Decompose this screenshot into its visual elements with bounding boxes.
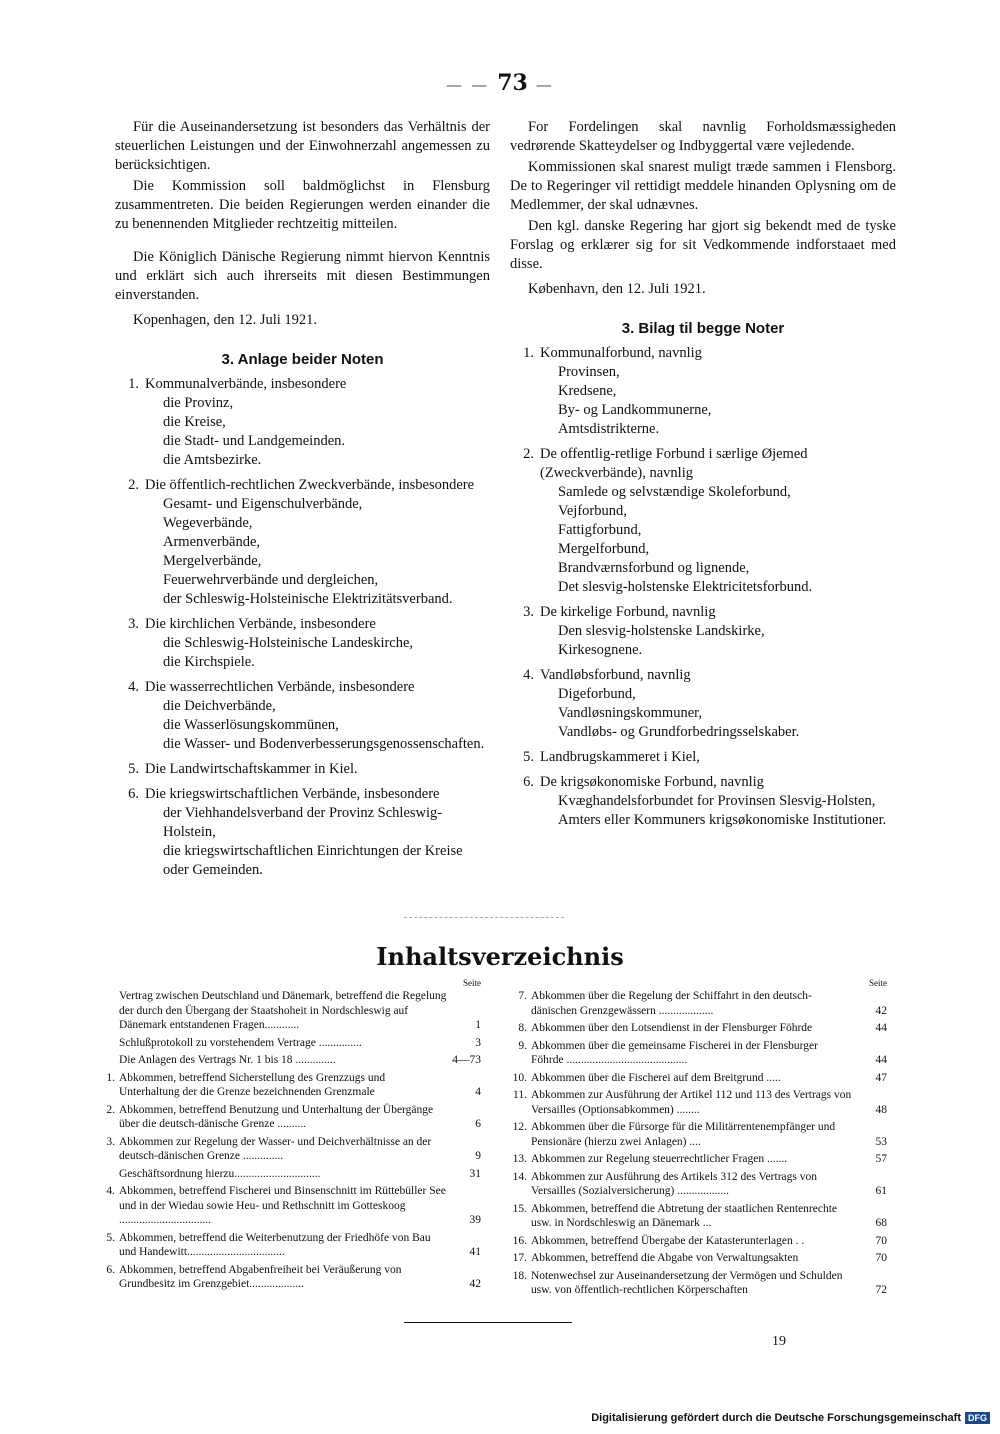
item-subentry: Amtsdistrikterne. [558,421,660,437]
item-number: 1. [128,376,139,392]
danish-paragraph: Den kgl. danske Regering har gjort sig bekendt med de tyske Forslag og erklærer sig for sit Vedkommende indforstaaet med disse. [510,218,896,272]
toc-entry-number [93,1053,119,1068]
toc-entry-number: 2. [106,1103,115,1116]
danish-paragraph: For Fordelingen skal navnlig Forholdsmæssigheden vedrørende Skatteydelser og Indbyggertal være vejledende. [510,119,896,154]
toc-entry-text: Geschäftsordnung hierzu.............................. [119,1167,321,1180]
footer-rule [404,1322,572,1323]
item-subentry: Kirkesognene. [558,642,643,658]
toc-entry-number: 11. [513,1089,527,1101]
toc-entry [93,1103,481,1132]
toc-entry [505,1234,887,1249]
item-subentry: die Wasser- und Bodenverbesserungsgenossenschaften. [163,736,485,752]
toc-entry [505,1170,887,1199]
toc-entry-text: Abkommen, betreffend Benutzung und Unterhaltung der Übergänge über die deutsch-dänische Grenze .......... [119,1103,434,1130]
toc-entry [93,1071,481,1100]
toc-entry-text: Abkommen, betreffend Sicherstellung des Grenzzugs und Unterhaltung der die Grenze bezeichnenden Grenzmale [119,1071,386,1098]
toc-entry [93,1167,481,1182]
toc-entry-page: 41 [469,1246,481,1258]
danish-paragraph: Kommissionen skal snarest muligt træde sammen i Flensborg. De to Regeringer vil rettidigt meddele hinanden Oplysning om de Medlemmer, der skal udnævnes. [510,159,896,213]
toc-entry-page: 70 [875,1252,887,1264]
toc-left-column [93,978,481,1295]
german-date: Kopenhagen, den 12. Juli 1921. [133,312,318,328]
item-lead: Die kriegswirtschaftlichen Verbände, insbesondere [145,786,440,802]
toc-entry-page: 53 [875,1135,887,1148]
toc-entry-page: 1 [475,1019,481,1031]
item-number: 6. [128,786,139,802]
item-subentry: Mergelforbund, [558,541,650,557]
toc-entry-text: Abkommen, betreffend Abgabenfreiheit bei Veräußerung von Grundbesitz im Grenzgebiet................... [119,1263,402,1290]
danish-column [510,118,896,836]
item-subentry: die Amtsbezirke. [163,452,262,468]
list-item [115,678,490,754]
seite-label: Seite [869,978,887,988]
toc-entry [93,1231,481,1260]
toc-entry-text: Vertrag zwischen Deutschland und Dänemark, betreffend die Regelung der durch den Übergang der Staatshoheit in Nordschleswig auf Dänemark entstandenen Fragen............ [119,990,447,1031]
item-subentry: Provinsen, [558,364,620,380]
toc-entry-number [93,1167,119,1182]
toc-entry-number: 17. [512,1252,527,1264]
list-item [510,603,896,660]
item-subentry: Kredsene, [558,383,617,399]
item-subentry: der Schleswig-Holsteinische Elektrizitätsverband. [163,591,453,607]
item-lead: Vandløbsforbund, navnlig [540,667,691,683]
toc-entry-text: Abkommen, betreffend die Weiterbenutzung der Friedhöfe von Bau und Handewitt.................................. [119,1231,431,1258]
toc-entry-text: Schlußprotokoll zu vorstehendem Vertrage ............... [119,1036,362,1049]
toc-entry-text: Abkommen zur Regelung steuerrechtlicher Fragen ....... [531,1153,788,1165]
toc-entry-number: 4. [106,1185,115,1197]
dfg-logo: DFG [965,1412,990,1424]
toc-entry-page: 39 [469,1214,481,1226]
item-subentry: Fattigforbund, [558,522,642,538]
item-subentry: Samlede og selvstændige Skoleforbund, [558,484,791,500]
toc-entry [505,1251,887,1266]
toc-entry-page: 4—73 [452,1054,481,1066]
item-lead: De krigsøkonomiske Forbund, navnlig [540,774,764,790]
toc-entry [93,1263,481,1292]
item-subentry: Den slesvig-holstenske Landskirke, [558,623,765,639]
toc-entry-page: 42 [875,1004,887,1017]
toc-entry-number: 9. [518,1039,527,1052]
toc-entry [505,1071,887,1086]
german-paragraph: Für die Auseinandersetzung ist besonders das Verhältnis der steuerlichen Leistungen und der Einwohnerzahl angemessen zu berücksichtigen. [115,119,490,173]
seite-label: Seite [463,978,481,988]
toc-entry-page: 31 [469,1167,481,1180]
item-subentry: die Kreise, [163,414,226,430]
item-number: 3. [128,616,139,632]
toc-entry-number: 15. [512,1202,527,1215]
toc-entry-page: 47 [875,1071,887,1084]
page-number-value: 73 [497,70,528,96]
toc-entry-number: 18. [512,1269,527,1282]
toc-entry-number: 7. [518,990,527,1002]
toc-entry-number [93,1036,119,1051]
item-subentry: die Wasserlösungskommünen, [163,717,339,733]
toc-entry-number: 13. [512,1153,527,1165]
toc-entry [505,1202,887,1231]
german-column [115,118,490,886]
toc-entry-text: Abkommen über die Fischerei auf dem Breitgrund ..... [531,1071,781,1084]
item-lead: Kommunalforbund, navnlig [540,345,702,361]
item-subentry: die Schleswig-Holsteinische Landeskirche, [163,635,414,651]
section-divider [404,917,564,918]
list-item [115,476,490,609]
item-number: 5. [128,761,139,777]
toc-entry-number: 1. [106,1071,115,1084]
toc-entry-text: Die Anlagen des Vertrags Nr. 1 bis 18 .............. [119,1054,336,1066]
toc-entry [93,1053,481,1068]
toc-entry [93,989,481,1033]
item-subentry: Digeforbund, [558,686,636,702]
toc-entry [93,1135,481,1164]
item-subentry: Vejforbund, [558,503,627,519]
toc-entry-text: Abkommen zur Ausführung des Artikels 312 des Vertrags von Versailles (Sozialversicherung) .................. [531,1170,817,1197]
toc-entry-page: 9 [475,1150,481,1162]
toc-entry-page: 48 [875,1103,887,1116]
toc-entry-text: Abkommen über den Lotsendienst in der Flensburger Föhrde [531,1022,813,1034]
toc-entry-number: 5. [106,1231,115,1244]
list-item [115,760,490,779]
toc-entry-page: 44 [875,1022,887,1034]
list-item [510,445,896,597]
toc-entry-text: Abkommen, betreffend Übergabe der Katasterunterlagen . . [531,1234,805,1247]
toc-entry [93,1184,481,1228]
list-item [510,344,896,439]
toc-entry [505,1088,887,1117]
item-number: 4. [128,679,139,695]
item-subentry: die Deichverbände, [163,698,276,714]
german-paragraph: Die Kommission soll baldmöglichst in Flensburg zusammentreten. Die beiden Regierungen werden einander die zu benennenden Mitglieder rechtzeitig mitteilen. [115,178,490,232]
toc-entry-text: Abkommen zur Ausführung der Artikel 112 und 113 des Vertrags von Versailles (Optionsabkommen) ........ [531,1089,852,1116]
item-lead: Die kirchlichen Verbände, insbesondere [145,616,376,632]
toc-entry-page: 4 [475,1086,481,1098]
item-subentry: die kriegswirtschaftlichen Einrichtungen der Kreise oder Gemeinden. [163,843,463,878]
item-subentry: Feuerwehrverbände und dergleichen, [163,572,379,588]
toc-entry-text: Abkommen über die Fürsorge für die Militärrentenempfänger und Pensionäre (hierzu zwei Anlagen) .... [531,1121,836,1148]
toc-entry-text: Abkommen, betreffend die Abtretung der staatlichen Rentenrechte usw. in Nordschleswig an Dänemark ... [531,1202,838,1229]
toc-entry-page: 70 [875,1234,887,1247]
item-subentry: die Stadt- und Landgemeinden. [163,433,346,449]
item-subentry: By- og Landkommunerne, [558,402,712,418]
toc-entry [505,989,887,1018]
toc-entry-text: Notenwechsel zur Auseinandersetzung der Vermögen und Schulden usw. von öffentlich-rechtlichen Körperschaften [531,1269,843,1296]
item-subentry: Brandværnsforbund og lignende, [558,560,750,576]
item-subentry: Kvæghandelsforbundet for Provinsen Slesvig-Holsten, [558,793,876,809]
toc-entry [505,1021,887,1036]
item-subentry: Armenverbände, [163,534,261,550]
toc-entry-text: Abkommen, betreffend Fischerei und Binsenschnitt im Rüttebüller See und in der Wiedau sowie Heu- und Rethschnitt im Gotteskoog ................................ [119,1185,446,1226]
german-list [115,375,490,880]
list-item [115,615,490,672]
toc-entry-number [93,989,119,1033]
toc-entry [93,1036,481,1051]
item-lead: Die Landwirtschaftskammer in Kiel. [145,761,358,777]
item-subentry: Wegeverbände, [163,515,253,531]
toc-entry-page: 3 [475,1036,481,1049]
item-subentry: Mergelverbände, [163,553,262,569]
german-heading: 3. Anlage beider Noten [221,351,384,368]
item-subentry: Vandløbs- og Grundforbedringsselskaber. [558,724,800,740]
toc-title: Inhaltsverzeichnis [376,942,624,971]
item-number: 2. [523,446,534,462]
toc-entry-text: Abkommen, betreffend die Abgabe von Verwaltungsakten [531,1252,799,1264]
list-item [510,773,896,830]
toc-entry-text: Abkommen zur Regelung der Wasser- und Deichverhältnisse an der deutsch-dänischen Grenze .............. [119,1135,432,1162]
german-paragraph: Die Königlich Dänische Regierung nimmt hiervon Kenntnis und erklärt sich auch ihrerseits mit diesen Bestimmungen einverstanden. [115,249,490,303]
list-item [115,375,490,470]
item-number: 4. [523,667,534,683]
page-number: — — 73 — [446,70,554,96]
toc-entry [505,1269,887,1298]
item-number: 1. [523,345,534,361]
toc-entry-page: 42 [469,1278,481,1290]
danish-date: København, den 12. Juli 1921. [528,281,706,297]
item-lead: Die wasserrechtlichen Verbände, insbesondere [145,679,415,695]
list-item [115,785,490,880]
toc-entry-number: 8. [518,1022,527,1034]
danish-heading: 3. Bilag til begge Noter [621,320,785,337]
toc-entry-number: 3. [106,1135,115,1148]
toc-entry [505,1120,887,1149]
item-subentry: die Kirchspiele. [163,654,255,670]
item-lead: Die öffentlich-rechtlichen Zweckverbände, insbesondere [145,477,475,493]
toc-entry-number: 12. [512,1121,527,1133]
toc-entry-number: 10. [512,1071,527,1084]
item-subentry: Vandløsningskommuner, [558,705,703,721]
item-lead: De offentlig-retlige Forbund i særlige Øjemed (Zweckverbände), navnlig [540,446,808,481]
toc-entry-page: 68 [875,1217,887,1229]
list-item [510,666,896,742]
item-subentry: Amters eller Kommuners krigsøkonomiske Institutioner. [558,812,887,828]
toc-entry-page: 57 [875,1153,887,1165]
item-lead: Landbrugskammeret i Kiel, [540,749,700,765]
item-number: 2. [128,477,139,493]
digitization-credit [591,1412,990,1424]
list-item [510,748,896,767]
toc-entry-text: Abkommen über die Regelung der Schiffahrt in den deutsch-dänischen Grenzgewässern ................... [531,990,812,1017]
toc-entry [505,1039,887,1068]
item-subentry: der Viehhandelsverband der Provinz Schleswig-Holstein, [163,805,443,840]
credit-text: Digitalisierung gefördert durch die Deutsche Forschungsgemeinschaft [591,1412,961,1424]
footer-page-number: 19 [772,1334,786,1349]
toc-entry-page: 61 [875,1185,887,1197]
toc-entry-number: 16. [512,1234,527,1247]
item-number: 5. [523,749,534,765]
toc-entry-page: 44 [875,1054,887,1066]
item-lead: De kirkelige Forbund, navnlig [540,604,716,620]
danish-list [510,344,896,830]
item-lead: Kommunalverbände, insbesondere [145,376,347,392]
item-number: 6. [523,774,534,790]
toc-right-column [505,978,887,1301]
toc-entry-page: 6 [475,1118,481,1130]
toc-entry-page: 72 [875,1284,887,1296]
item-subentry: die Provinz, [163,395,234,411]
toc-entry-number: 6. [106,1263,115,1276]
toc-entry-text: Abkommen über die gemeinsame Fischerei in der Flensburger Föhrde .......................................... [531,1039,818,1066]
item-number: 3. [523,604,534,620]
item-subentry: Det slesvig-holstenske Elektricitetsforbund. [558,579,813,595]
toc-entry-number: 14. [512,1170,527,1183]
item-subentry: Gesamt- und Eigenschulverbände, [163,496,363,512]
toc-entry [505,1152,887,1167]
